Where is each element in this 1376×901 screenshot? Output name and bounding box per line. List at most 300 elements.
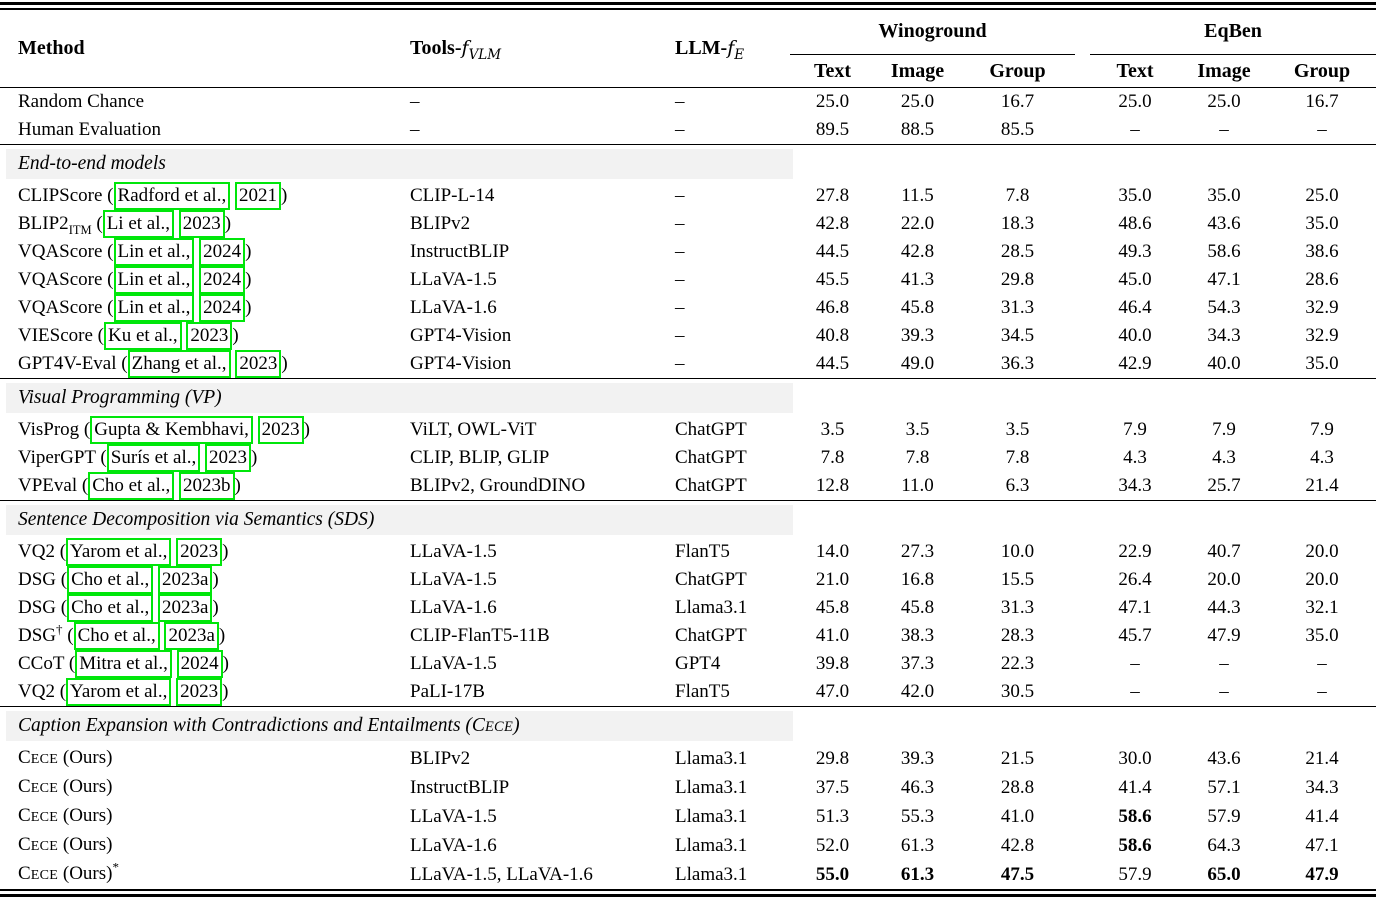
text-segment: ) (245, 241, 252, 262)
text-segment: VQAScore ( (18, 297, 114, 318)
section-header-cell (0, 145, 1376, 183)
llm-cell: – (675, 353, 685, 374)
text-segment: DSG ( (18, 597, 68, 618)
score-cell: 7.9 (1123, 419, 1147, 440)
table-row (0, 538, 1376, 566)
llm-cell: – (675, 241, 685, 262)
section-header-row (0, 379, 1376, 417)
score-cell: 58.6 (1118, 805, 1152, 827)
score-cell: 16.8 (900, 569, 935, 590)
llm-cell: Llama3.1 (675, 776, 748, 798)
score-cell: 46.3 (900, 776, 935, 798)
tools-cell: LLaVA-1.6 (410, 834, 497, 856)
method-cell (0, 773, 390, 802)
score-cell: 11.5 (901, 185, 934, 206)
score-cell: 21.0 (815, 569, 850, 590)
section-title (18, 715, 520, 736)
score-cell: 37.5 (815, 776, 850, 798)
method-cell (0, 678, 390, 707)
score-cell: 39.8 (815, 653, 850, 674)
method-cell (0, 350, 390, 379)
text-segment: ) (513, 715, 520, 736)
citation-link-box[interactable]: 2024 (177, 650, 223, 678)
llm-cell: ChatGPT (675, 419, 747, 440)
text-segment: Caption Expansion with Contradictions and Entailments ( (18, 715, 472, 736)
text-segment: CLIPScore ( (18, 185, 114, 206)
score-cell: 41.4 (1305, 805, 1339, 827)
method-cell (0, 416, 390, 444)
text-segment: (Ours) (58, 834, 113, 855)
score-cell: 7.8 (1005, 447, 1030, 468)
table-row (0, 238, 1376, 266)
text-segment: BLIP2 (18, 213, 69, 234)
table-row (0, 678, 1376, 707)
citation-link-box[interactable]: 2021 (235, 182, 281, 210)
tools-cell: LLaVA-1.6 (410, 297, 497, 318)
llm-cell: Llama3.1 (675, 834, 748, 856)
method-cell (0, 831, 390, 860)
score-cell: – (1219, 653, 1229, 674)
score-cell: 30.5 (1000, 681, 1035, 702)
score-cell: 42.9 (1118, 353, 1152, 374)
score-cell: 61.3 (900, 863, 935, 885)
smallcaps-text: ECE (30, 780, 59, 796)
score-cell: – (1317, 681, 1327, 702)
col-header-tools (390, 10, 655, 88)
bottom-rule-thick (0, 894, 1376, 897)
score-cell: 47.5 (1000, 863, 1035, 885)
text-segment: ) (245, 297, 252, 318)
score-cell: 3.5 (1005, 419, 1030, 440)
col-header-eqben-text: Text (1090, 55, 1180, 88)
text-segment: (Ours) (58, 776, 113, 797)
score-cell: 10.0 (1000, 541, 1035, 562)
col-header-eqben-group: Group (1268, 55, 1376, 88)
method-cell (0, 650, 390, 678)
text-segment: VPEval ( (18, 475, 89, 496)
score-cell: 3.5 (820, 419, 845, 440)
score-cell: 51.3 (815, 805, 850, 827)
score-cell: 64.3 (1207, 834, 1241, 856)
text-segment: CCoT ( (18, 653, 76, 674)
citation-link-box[interactable]: Li et al., (103, 210, 174, 238)
citation-link-box[interactable]: Yarom et al., (66, 538, 171, 566)
llm-cell: – (675, 269, 685, 290)
table-row (0, 182, 1376, 210)
score-cell: 89.5 (815, 119, 850, 140)
section-header-row (0, 501, 1376, 539)
score-cell: 27.8 (815, 185, 850, 206)
score-cell: 45.5 (815, 269, 850, 290)
score-cell: 38.3 (900, 625, 935, 646)
tools-cell: PaLI-17B (410, 681, 485, 702)
llm-cell: – (675, 185, 685, 206)
score-cell: 39.3 (900, 325, 935, 346)
tools-cell: BLIPv2 (410, 747, 471, 769)
header-row-groups (0, 10, 1376, 55)
llm-cell: – (675, 91, 685, 112)
superscript-marker: † (56, 621, 63, 637)
score-cell: 30.0 (1118, 747, 1152, 769)
citation-link-box[interactable]: 2023 (176, 678, 222, 706)
column-gap (1075, 472, 1090, 501)
column-gap (1075, 678, 1090, 707)
score-cell: 4.3 (1212, 447, 1236, 468)
method-cell (0, 538, 390, 566)
citation-link-box[interactable]: Zhang et al., (128, 350, 231, 378)
score-cell: 25.0 (1118, 91, 1152, 112)
score-cell: 28.6 (1305, 269, 1339, 290)
tools-cell: InstructBLIP (410, 776, 510, 798)
tools-cell: GPT4-Vision (410, 353, 512, 374)
citation-link-box[interactable]: 2023a (164, 622, 218, 650)
smallcaps-text: ECE (484, 719, 514, 735)
table-row (0, 350, 1376, 379)
score-cell: 34.3 (1118, 475, 1152, 496)
column-gap (1075, 210, 1090, 238)
citation-link-box[interactable]: Cho et al., (88, 472, 174, 500)
score-cell: 85.5 (1000, 119, 1035, 140)
citation-link-box[interactable]: 2023 (179, 210, 225, 238)
citation-link-box[interactable]: Lin et al., (114, 266, 195, 294)
score-cell: 47.1 (1207, 269, 1241, 290)
tools-cell: LLaVA-1.6 (410, 597, 497, 618)
tools-cell: LLaVA-1.5, LLaVA-1.6 (410, 863, 593, 885)
score-cell: 45.8 (900, 297, 935, 318)
text-segment: C (18, 834, 31, 855)
score-cell: 54.3 (1207, 297, 1241, 318)
col-header-winoground-group: Group (960, 55, 1075, 88)
citation-link-box[interactable]: Cho et al., (67, 594, 153, 622)
score-cell: 52.0 (815, 834, 850, 856)
column-gap (1075, 594, 1090, 622)
tools-cell: – (410, 119, 420, 140)
citation-link-box[interactable]: 2023a (158, 594, 212, 622)
text-segment: ) (222, 541, 229, 562)
citation-link-box[interactable]: Cho et al., (67, 566, 153, 594)
section-header-row (0, 707, 1376, 745)
table-row (0, 860, 1376, 889)
method-cell (0, 294, 390, 322)
score-cell: 7.9 (1212, 419, 1236, 440)
text-segment: VIEScore ( (18, 325, 104, 346)
text-segment: C (18, 805, 31, 826)
text-segment: VQAScore ( (18, 241, 114, 262)
tools-cell: InstructBLIP (410, 241, 510, 262)
method-cell (0, 566, 390, 594)
score-cell: 21.4 (1305, 475, 1339, 496)
llm-cell: ChatGPT (675, 625, 747, 646)
score-cell: 26.4 (1118, 569, 1152, 590)
score-cell: 14.0 (815, 541, 850, 562)
score-cell: 45.8 (815, 597, 850, 618)
col-header-winoground-text: Text (790, 55, 875, 88)
score-cell: – (1219, 119, 1229, 140)
score-cell: 45.7 (1118, 625, 1152, 646)
text-segment: C (18, 747, 31, 768)
citation-link-box[interactable]: 2024 (199, 266, 245, 294)
llm-cell: FlanT5 (675, 541, 730, 562)
score-cell: 44.3 (1207, 597, 1241, 618)
tools-cell: CLIP-FlanT5-11B (410, 625, 550, 646)
score-cell: 43.6 (1207, 747, 1241, 769)
section-header-row (0, 145, 1376, 183)
score-cell: 34.3 (1207, 325, 1241, 346)
score-cell: 47.9 (1207, 625, 1241, 646)
score-cell: 18.3 (1000, 213, 1035, 234)
tools-cell: LLaVA-1.5 (410, 805, 497, 827)
text-segment: ) (212, 597, 219, 618)
citation-link-box[interactable]: Lin et al., (114, 238, 195, 266)
score-cell: 11.0 (901, 475, 934, 496)
text-segment: C (18, 863, 31, 884)
score-cell: 4.3 (1123, 447, 1147, 468)
llm-cell: FlanT5 (675, 681, 730, 702)
citation-link-box[interactable]: 2024 (199, 238, 245, 266)
score-cell: 46.4 (1118, 297, 1152, 318)
text-segment: VQ2 ( (18, 681, 67, 702)
table-row (0, 566, 1376, 594)
score-cell: 35.0 (1305, 353, 1339, 374)
text-segment: Sentence Decomposition via Semantics (SDS) (18, 509, 375, 530)
score-cell: 16.7 (1000, 91, 1035, 112)
col-group-eqben (1090, 10, 1376, 55)
score-cell: 57.9 (1118, 863, 1152, 885)
table-row (0, 650, 1376, 678)
column-gap (1075, 294, 1090, 322)
score-cell: 42.0 (900, 681, 935, 702)
score-cell: 44.5 (815, 241, 850, 262)
score-cell: 20.0 (1207, 569, 1241, 590)
text-segment: ) (245, 269, 252, 290)
score-cell: 12.8 (815, 475, 850, 496)
text-segment: C (471, 715, 485, 736)
score-cell: 25.0 (1305, 185, 1339, 206)
citation-link-box[interactable]: 2023 (235, 350, 281, 378)
score-cell: 47.9 (1305, 863, 1339, 885)
score-cell: 32.9 (1305, 325, 1339, 346)
text-segment: ) (222, 653, 229, 674)
section-header-cell (0, 707, 1376, 745)
section-header-cell (0, 501, 1376, 539)
score-cell: 40.0 (1207, 353, 1241, 374)
col-header-winoground-image: Image (875, 55, 960, 88)
table-row (0, 416, 1376, 444)
text-segment: ) (218, 625, 226, 646)
citation-link-box[interactable]: 2024 (199, 294, 245, 322)
text-segment: ) (303, 419, 310, 440)
text-segment (172, 653, 177, 674)
text-segment: VQ2 ( (18, 541, 67, 562)
text-segment: End-to-end models (18, 153, 166, 174)
method-cell (0, 472, 390, 501)
score-cell: 32.9 (1305, 297, 1339, 318)
score-cell: 3.5 (905, 419, 930, 440)
score-cell: 43.6 (1207, 213, 1241, 234)
score-cell: 7.8 (905, 447, 930, 468)
score-cell: 31.3 (1000, 597, 1035, 618)
llm-cell: Llama3.1 (675, 597, 748, 618)
smallcaps-text: ECE (30, 867, 59, 883)
text-segment: ) (232, 325, 239, 346)
score-cell: 22.3 (1000, 653, 1035, 674)
text-segment (253, 419, 258, 440)
text-segment: ( (62, 625, 74, 646)
score-cell: 7.8 (1005, 185, 1030, 206)
method-cell (0, 210, 390, 238)
column-gap (1075, 744, 1090, 773)
citation-link-box[interactable]: Gupta & Kembhavi, (90, 416, 253, 444)
section-title (18, 153, 166, 174)
method-cell (0, 238, 390, 266)
table-row (0, 322, 1376, 350)
score-cell: 42.8 (900, 241, 935, 262)
column-gap (1075, 538, 1090, 566)
score-cell: 41.3 (900, 269, 935, 290)
citation-link-box[interactable]: Radford et al., (114, 182, 231, 210)
column-gap (1075, 831, 1090, 860)
column-gap (1075, 773, 1090, 802)
table-row (0, 622, 1376, 650)
score-cell: 25.0 (815, 91, 850, 112)
header-label: Method (18, 36, 85, 59)
score-cell: 29.8 (815, 747, 850, 769)
score-cell: 49.0 (900, 353, 935, 374)
score-cell: 42.8 (815, 213, 850, 234)
score-cell: – (1317, 653, 1327, 674)
table-row (0, 472, 1376, 501)
column-gap (1075, 622, 1090, 650)
citation-link-box[interactable]: Yarom et al., (66, 678, 171, 706)
subscript-label: ITM (68, 222, 92, 237)
tools-cell: CLIP, BLIP, GLIP (410, 447, 550, 468)
citation-link-box[interactable]: 2023 (258, 416, 304, 444)
citation-link-box[interactable]: Ku et al., (104, 322, 182, 350)
text-segment: ) (212, 569, 219, 590)
header-label: LLM- (675, 36, 728, 59)
citation-link-box[interactable]: Surís et al., (107, 444, 201, 472)
text-segment: (Ours) (58, 805, 113, 826)
score-cell: 55.3 (900, 805, 935, 827)
score-cell: 35.0 (1305, 213, 1339, 234)
text-segment: ViperGPT ( (18, 447, 107, 468)
header-label: EqBen (1204, 20, 1262, 43)
column-gap (1075, 10, 1090, 88)
table-row (0, 773, 1376, 802)
section-title (18, 509, 374, 530)
tools-cell: – (410, 91, 420, 112)
column-gap (1075, 444, 1090, 472)
score-cell: 22.9 (1118, 541, 1152, 562)
section-band (6, 711, 793, 741)
score-cell: 57.9 (1207, 805, 1241, 827)
score-cell: 47.0 (815, 681, 850, 702)
column-gap (1075, 266, 1090, 294)
score-cell: 34.5 (1000, 325, 1035, 346)
score-cell: – (1130, 653, 1140, 674)
score-cell: 25.0 (900, 91, 935, 112)
score-cell: – (1130, 119, 1140, 140)
top-rule-thick (0, 2, 1376, 5)
smallcaps-text: ECE (30, 809, 59, 825)
tools-cell: LLaVA-1.5 (410, 569, 497, 590)
column-gap (1075, 88, 1090, 117)
score-cell: 28.8 (1000, 776, 1035, 798)
table-row (0, 444, 1376, 472)
score-cell: 35.0 (1305, 625, 1339, 646)
score-cell: 45.0 (1118, 269, 1152, 290)
method-cell (0, 88, 390, 117)
score-cell: 40.8 (815, 325, 850, 346)
score-cell: 35.0 (1118, 185, 1152, 206)
math-subscript: VLM (468, 46, 502, 63)
text-segment: Random Chance (18, 91, 145, 112)
text-segment: ) (222, 681, 229, 702)
score-cell: 25.7 (1207, 475, 1241, 496)
score-cell: 58.6 (1118, 834, 1152, 856)
citation-link-box[interactable]: 2023 (186, 322, 232, 350)
tools-cell: LLaVA-1.5 (410, 541, 497, 562)
score-cell: 45.8 (900, 597, 935, 618)
superscript-marker: * (112, 859, 119, 875)
score-cell: 49.3 (1118, 241, 1152, 262)
citation-link-box[interactable]: 2023 (176, 538, 222, 566)
header-label: Tools- (410, 36, 462, 59)
method-cell (0, 322, 390, 350)
citation-link-box[interactable]: Lin et al., (114, 294, 195, 322)
score-cell: 61.3 (900, 834, 935, 856)
score-cell: 47.1 (1118, 597, 1152, 618)
score-cell: 57.1 (1207, 776, 1241, 798)
text-segment: ) (251, 447, 258, 468)
score-cell: 25.0 (1207, 91, 1241, 112)
citation-link-box[interactable]: Cho et al., (74, 622, 160, 650)
citation-link-box[interactable]: 2023a (158, 566, 212, 594)
header-label: Winoground (878, 20, 987, 43)
score-cell: 4.3 (1310, 447, 1334, 468)
citation-link-box[interactable]: Mitra et al., (75, 650, 172, 678)
llm-cell: – (675, 213, 685, 234)
col-header-method (0, 10, 390, 88)
math-symbol: f (727, 36, 735, 59)
table-row (0, 116, 1376, 145)
citation-link-box[interactable]: 2023 (205, 444, 251, 472)
table-row (0, 744, 1376, 773)
score-cell: – (1130, 681, 1140, 702)
citation-link-box[interactable]: 2023b (179, 472, 235, 500)
score-cell: 37.3 (900, 653, 935, 674)
table-row (0, 294, 1376, 322)
score-cell: 6.3 (1005, 475, 1030, 496)
score-cell: – (1219, 681, 1229, 702)
section-header-cell (0, 379, 1376, 417)
llm-cell: ChatGPT (675, 475, 747, 496)
text-segment: GPT4V-Eval ( (18, 353, 128, 374)
table-row (0, 266, 1376, 294)
method-cell (0, 802, 390, 831)
text-segment: DSG ( (18, 569, 68, 590)
score-cell: 27.3 (900, 541, 935, 562)
smallcaps-text: ECE (30, 838, 59, 854)
llm-cell: Llama3.1 (675, 863, 748, 885)
score-cell: 65.0 (1207, 863, 1241, 885)
score-cell: 15.5 (1000, 569, 1035, 590)
section-title (18, 387, 222, 408)
score-cell: 41.0 (815, 625, 850, 646)
score-cell: 34.3 (1305, 776, 1339, 798)
table-row (0, 594, 1376, 622)
score-cell: 44.5 (815, 353, 850, 374)
